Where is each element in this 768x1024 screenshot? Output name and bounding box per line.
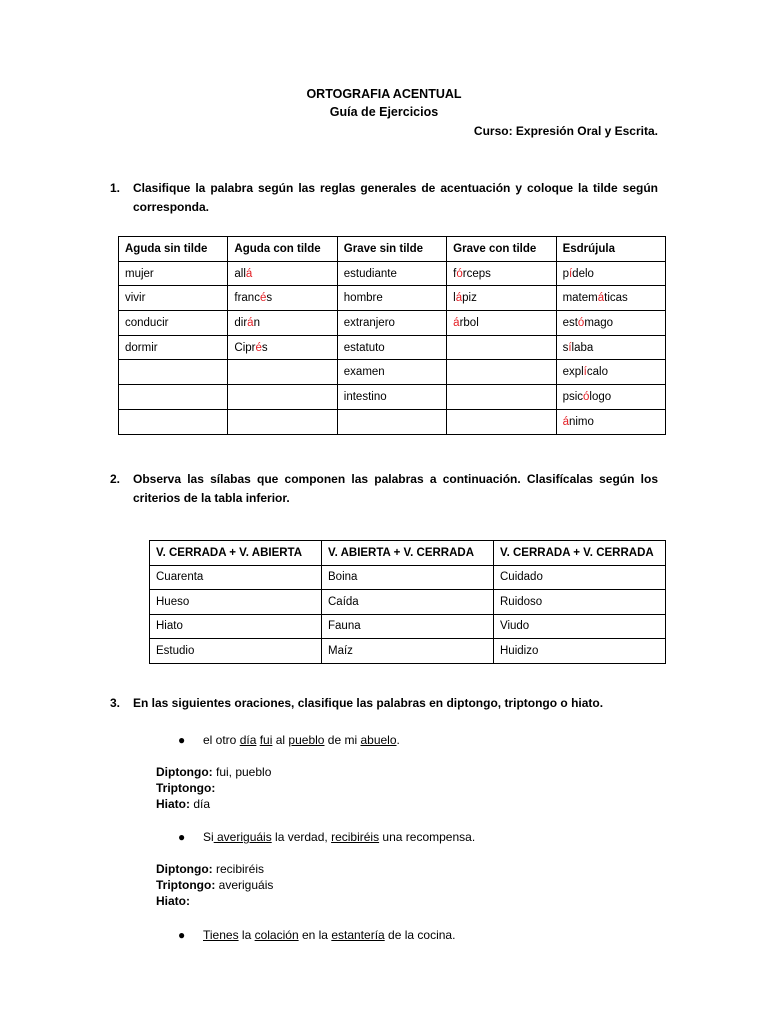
word-cell: Caída (322, 590, 494, 615)
sentence-text: de la cocina. (384, 928, 456, 942)
accent-letter: á (245, 267, 253, 280)
table-row (150, 565, 666, 590)
word-part: all (234, 267, 246, 280)
table-row (119, 360, 666, 385)
answer-block-1 (156, 764, 271, 812)
word-part: rceps (462, 267, 491, 280)
word-part: s (261, 341, 268, 354)
sentence-text: al (272, 733, 289, 747)
header-cell: Grave con tilde (447, 237, 556, 262)
word-part: intestino (343, 390, 387, 403)
header-cell: Grave sin tilde (337, 237, 446, 262)
hiato-line: Hiato: (156, 894, 190, 908)
word-part: piz (462, 292, 477, 305)
word-cell (556, 360, 665, 385)
document-subtitle: Guía de Ejercicios (329, 105, 439, 119)
word-cell (447, 360, 556, 385)
accent-letter: á (562, 415, 569, 428)
word-cell (228, 286, 337, 311)
accent-letter: á (453, 316, 460, 329)
word-part: ticas (604, 292, 628, 305)
word-part: n (253, 316, 260, 329)
table-header-row (119, 237, 666, 262)
question-2 (110, 470, 658, 508)
word-cell (337, 311, 446, 336)
diptongo-line: Diptongo: recibiréis (156, 862, 265, 876)
table-header-row (150, 541, 666, 566)
accent-letter: í (583, 366, 587, 379)
accent-letter: é (255, 341, 262, 354)
word-part: logo (589, 390, 612, 403)
bullet-icon: ● (178, 830, 186, 844)
underlined-word: averiguáis (213, 830, 272, 844)
word-part: delo (572, 267, 594, 280)
accent-letter: í (568, 341, 572, 354)
accent-letter: ó (456, 267, 463, 280)
word-part: s (562, 341, 569, 354)
word-part: hombre (343, 292, 383, 305)
word-cell (447, 261, 556, 286)
word-cell (556, 335, 665, 360)
underlined-word: recibiréis (331, 830, 380, 844)
word-cell (447, 409, 556, 434)
word-part: dormir (125, 341, 158, 354)
underlined-word: colación (254, 928, 299, 942)
word-part: matem (562, 292, 598, 305)
underlined-word: estantería (331, 928, 385, 942)
word-cell (119, 385, 228, 410)
accent-letter: ó (583, 390, 590, 403)
word-part: f (453, 267, 457, 280)
word-cell: Huidizo (494, 639, 666, 664)
word-part: conducir (125, 316, 169, 329)
word-cell: Viudo (494, 614, 666, 639)
question-1-text: Clasifique la palabra según las reglas generales de acentuación y coloque la tilde según corresponda. (133, 181, 658, 214)
word-part: vivir (125, 292, 146, 305)
word-cell (556, 286, 665, 311)
table-row (150, 639, 666, 664)
table-row (119, 261, 666, 286)
word-part: mago (584, 316, 614, 329)
word-cell (228, 409, 337, 434)
bullet-icon: ● (178, 733, 186, 747)
sentence-text: Si (203, 830, 214, 844)
word-cell (228, 311, 337, 336)
document-title: ORTOGRAFIA ACENTUAL (306, 87, 462, 101)
underlined-word: abuelo (360, 733, 397, 747)
word-cell (228, 335, 337, 360)
header-cell: V. CERRADA + V. ABIERTA (150, 541, 322, 566)
word-cell (119, 409, 228, 434)
sentence-1 (203, 733, 400, 747)
word-cell: Fauna (322, 614, 494, 639)
word-cell (337, 261, 446, 286)
word-part: p (562, 267, 569, 280)
word-cell (337, 409, 446, 434)
header-cell: Aguda sin tilde (119, 237, 228, 262)
word-cell: Hiato (150, 614, 322, 639)
answer-block-2 (156, 861, 273, 909)
word-cell (119, 360, 228, 385)
sentence-3 (203, 928, 455, 942)
word-part: rbol (459, 316, 479, 329)
accent-letter: é (259, 292, 267, 305)
word-cell (556, 409, 665, 434)
header-cell: Aguda con tilde (228, 237, 337, 262)
accent-letter: ó (577, 316, 585, 329)
word-cell (228, 261, 337, 286)
question-2-number: 2. (110, 472, 121, 486)
word-part: est (562, 316, 578, 329)
word-cell (556, 311, 665, 336)
hiato-line: Hiato: día (156, 797, 211, 811)
word-cell (337, 385, 446, 410)
accent-letter: á (455, 292, 463, 305)
bullet-icon: ● (178, 928, 186, 942)
word-cell (447, 335, 556, 360)
question-1 (110, 179, 658, 217)
underlined-word: Tienes (203, 928, 239, 942)
course-label: Curso: Expresión Oral y Escrita. (473, 124, 658, 138)
question-3 (110, 694, 658, 713)
table-row (119, 385, 666, 410)
question-2-text: Observa las sílabas que componen las palabras a continuación. Clasifícalas según los criterios de la tabla inferior. (133, 472, 658, 505)
sentence-text: la verdad, (271, 830, 332, 844)
accent-letter: á (247, 316, 254, 329)
word-cell (337, 286, 446, 311)
word-cell (337, 360, 446, 385)
word-part: estudiante (343, 267, 397, 280)
table-row (119, 286, 666, 311)
word-cell (556, 261, 665, 286)
word-cell (337, 335, 446, 360)
sentence-text: en la (298, 928, 332, 942)
accent-letter: í (568, 267, 573, 280)
word-part: nimo (568, 415, 594, 428)
word-part: estatuto (343, 341, 385, 354)
sentence-text: de mi (324, 733, 361, 747)
word-cell (447, 385, 556, 410)
underlined-word: fui (259, 733, 273, 747)
table-row (119, 311, 666, 336)
word-cell: Cuidado (494, 565, 666, 590)
header-cell: V. CERRADA + V. CERRADA (494, 541, 666, 566)
word-cell (228, 360, 337, 385)
table-row (150, 590, 666, 615)
question-1-number: 1. (110, 181, 121, 195)
word-cell (119, 286, 228, 311)
word-part: mujer (125, 267, 154, 280)
word-part: expl (562, 366, 584, 379)
word-part: s (266, 292, 273, 305)
sentence-text: una recompensa. (379, 830, 476, 844)
word-cell: Hueso (150, 590, 322, 615)
accent-classification-table (118, 236, 666, 435)
word-cell: Maíz (322, 639, 494, 664)
diptongo-line: Diptongo: fui, pueblo (156, 765, 272, 779)
sentence-2 (203, 830, 475, 844)
word-part: examen (343, 366, 385, 379)
word-cell (119, 311, 228, 336)
underlined-word: día (239, 733, 257, 747)
word-cell (228, 385, 337, 410)
header-cell: V. ABIERTA + V. CERRADA (322, 541, 494, 566)
word-part: calo (586, 366, 608, 379)
word-cell (447, 286, 556, 311)
question-3-text: En las siguientes oraciones, clasifique las palabras en diptongo, triptongo o hiato. (133, 696, 604, 710)
word-cell (447, 311, 556, 336)
header-cell: Esdrújula (556, 237, 665, 262)
word-cell (119, 261, 228, 286)
table-row (119, 409, 666, 434)
word-part: laba (571, 341, 594, 354)
word-cell (119, 335, 228, 360)
table-row (119, 335, 666, 360)
accent-letter: á (597, 292, 605, 305)
triptongo-line: Triptongo: (156, 781, 216, 795)
word-cell: Estudio (150, 639, 322, 664)
word-part: l (453, 292, 456, 305)
word-part: dir (234, 316, 248, 329)
table-row (150, 614, 666, 639)
underlined-word: pueblo (288, 733, 325, 747)
word-cell: Cuarenta (150, 565, 322, 590)
word-part: extranjero (343, 316, 395, 329)
vowel-combination-table (149, 540, 666, 664)
sentence-text: la (238, 928, 255, 942)
word-cell (556, 385, 665, 410)
question-3-number: 3. (110, 696, 121, 710)
word-cell: Ruidoso (494, 590, 666, 615)
sentence-text: . (396, 733, 400, 747)
sentence-text: el otro (203, 733, 240, 747)
triptongo-line: Triptongo: averiguáis (156, 878, 274, 892)
word-part: Cipr (234, 341, 256, 354)
word-part: franc (234, 292, 260, 305)
word-part: psic (562, 390, 584, 403)
word-cell: Boina (322, 565, 494, 590)
